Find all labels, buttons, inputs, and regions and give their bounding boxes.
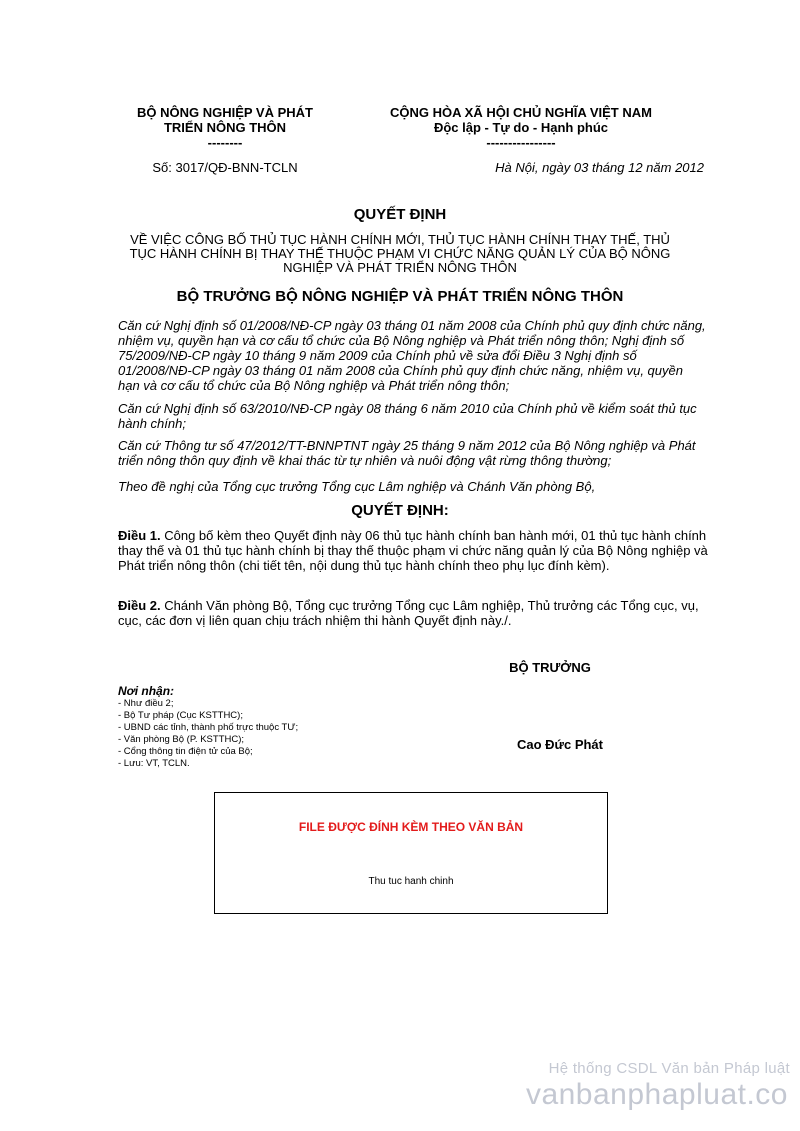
republic-name: CỘNG HÒA XÃ HỘI CHỦ NGHĨA VIỆT NAM	[390, 105, 652, 120]
article-2	[118, 598, 708, 628]
document-title: QUYẾT ĐỊNH	[353, 206, 447, 223]
minister-title: BỘ TRƯỞNG BỘ NÔNG NGHIỆP VÀ PHÁT TRIỂN NÔNG THÔN	[176, 288, 624, 305]
document-number: Số: 3017/QĐ-BNN-TCLN	[152, 160, 298, 175]
signer-title: BỘ TRƯỞNG	[509, 660, 591, 675]
article-text: Chánh Văn phòng Bộ, Tổng cục trưởng Tổng cục Lâm nghiệp, Thủ trưởng các Tổng cục, vụ, cục, các đơn vị liên quan chịu trách nhiệm thi hành Quyết định này./.	[118, 598, 699, 628]
article-text: Công bố kèm theo Quyết định này 06 thủ tục hành chính ban hành mới, 01 thủ tục hành chính thay thế và 01 thủ tục hành chính bị thay thế thuộc phạm vi chức năng quản lý của Bộ Nông nghiệp và Phát triển nông thôn (chi tiết tên, nội dung thủ tục hành chính theo phụ lục đính kèm).	[118, 528, 708, 573]
recipients-block	[118, 684, 418, 770]
place-date: Hà Nội, ngày 03 tháng 12 năm 2012	[495, 160, 704, 175]
recipient-item: - Cổng thông tin điện tử của Bộ;	[118, 746, 253, 757]
recipient-item: - Văn phòng Bộ (P. KSTTHC);	[118, 734, 245, 745]
recipient-item: - Như điều 2;	[118, 698, 174, 709]
agency-divider: --------	[207, 135, 243, 150]
signer-name: Cao Đức Phát	[517, 737, 603, 752]
preamble-paragraph: Căn cứ Nghị định số 63/2010/NĐ-CP ngày 08 tháng 6 năm 2010 của Chính phủ về kiểm soát thủ tục hành chính;	[118, 401, 697, 431]
document-subtitle: VỀ VIỆC CÔNG BỐ THỦ TỤC HÀNH CHÍNH MỚI, THỦ TỤC HÀNH CHÍNH THAY THẾ, THỦ TỤC HÀNH CHÍNH BỊ THAY THẾ THUỘC PHẠM VI CHỨC NĂNG QUẢN LÝ CỦA BỘ NÔNG NGHIỆP VÀ PHÁT TRIỂN NÔNG THÔN	[129, 232, 671, 275]
motto-divider: ----------------	[486, 135, 556, 150]
national-header	[376, 105, 666, 150]
recipient-item: - Bộ Tư pháp (Cục KSTTHC);	[118, 710, 243, 721]
attachment-box	[214, 792, 608, 914]
preamble-paragraph: Căn cứ Nghị định số 01/2008/NĐ-CP ngày 03 tháng 01 năm 2008 của Chính phủ quy định chức năng, nhiệm vụ, quyền hạn và cơ cấu tổ chức của Bộ Nông nghiệp và Phát triển nông thôn; Nghị định số 75/2009/NĐ-CP ngày 10 tháng 9 năm 2009 của Chính phủ về sửa đổi Điều 3 Nghị định số 01/2008/NĐ-CP ngày 03 tháng 01 năm 2008 của Chính phủ quy định chức năng, nhiệm vụ, quyền hạn và cơ cấu tổ chức của Bộ Nông nghiệp và Phát triển nông thôn;	[118, 318, 706, 393]
attachment-title: FILE ĐƯỢC ĐÍNH KÈM THEO VĂN BẢN	[298, 820, 524, 834]
issuing-agency	[118, 105, 332, 150]
agency-line-1: BỘ NÔNG NGHIỆP VÀ PHÁT	[136, 105, 313, 120]
article-1	[118, 528, 708, 573]
attachment-file-link[interactable]: Thu tuc hanh chinh	[368, 876, 454, 887]
recipients-heading: Nơi nhận:	[118, 684, 175, 698]
article-label: Điều 2.	[118, 598, 161, 613]
national-motto: Độc lập - Tự do - Hạnh phúc	[433, 120, 609, 135]
recipient-item: - UBND các tỉnh, thành phố trực thuộc TƯ;	[118, 722, 299, 733]
watermark-line-2: vanbanphapluat.co	[525, 1078, 788, 1111]
preamble-paragraph: Theo đề nghị của Tổng cục trưởng Tổng cục Lâm nghiệp và Chánh Văn phòng Bộ,	[118, 479, 596, 494]
decides-heading: QUYẾT ĐỊNH:	[351, 502, 449, 519]
article-label: Điều 1.	[118, 528, 161, 543]
agency-line-2: TRIỂN NÔNG THÔN	[163, 120, 287, 135]
preamble-paragraph: Căn cứ Thông tư số 47/2012/TT-BNNPTNT ngày 25 tháng 9 năm 2012 của Bộ Nông nghiệp và Phát triển nông thôn quy định về khai thác từ tự nhiên và nuôi động vật rừng thông thường;	[118, 438, 696, 468]
watermark-line-1: Hệ thống CSDL Văn bản Pháp luật	[548, 1060, 790, 1077]
recipient-item: - Lưu: VT, TCLN.	[118, 758, 190, 769]
